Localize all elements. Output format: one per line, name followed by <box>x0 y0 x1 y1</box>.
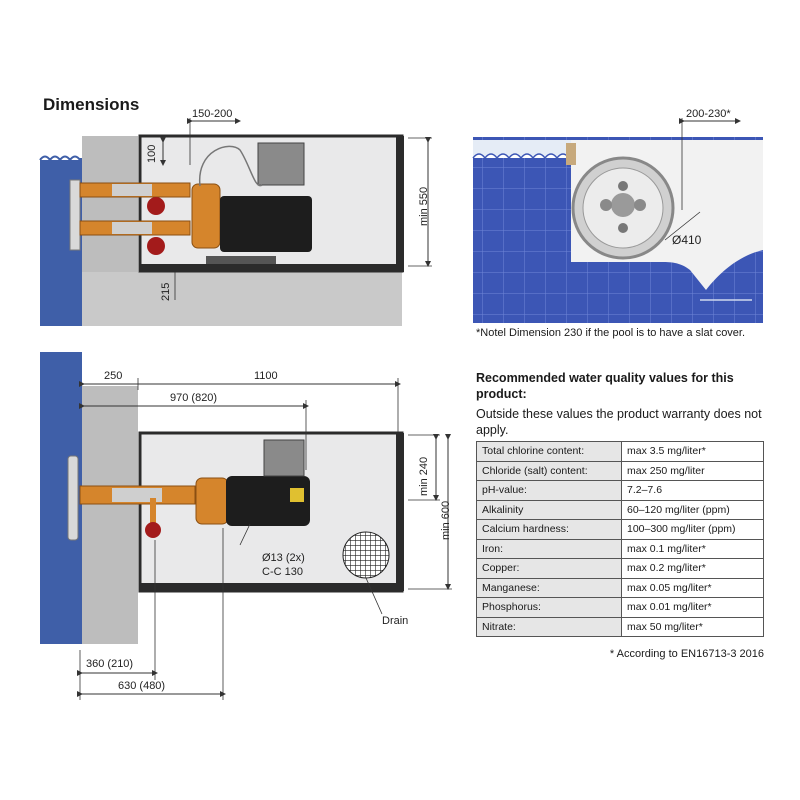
pump-housing <box>192 184 220 248</box>
nozzle-center <box>611 193 635 217</box>
dim-diameter-410: Ø410 <box>672 233 702 247</box>
valve-stem <box>150 498 156 526</box>
water-quality-subheading: Outside these values the product warranty does not apply. <box>476 407 762 437</box>
dim-200-230: 200-230* <box>686 108 731 120</box>
valve-bottom <box>145 522 161 538</box>
dim-cc-130: C-C 130 <box>262 566 303 578</box>
dim-630-480: 630 (480) <box>118 680 166 692</box>
dim-min-600: min 600 <box>440 500 452 540</box>
drain-label: Drain <box>382 615 409 627</box>
param-label: Total chlorine content: <box>477 442 622 462</box>
table-row <box>477 461 764 481</box>
side-bracket <box>566 143 576 165</box>
water-quality-footnote: * According to EN16713-3 2016 <box>609 648 764 660</box>
dim-min-240: min 240 <box>418 456 430 496</box>
valve-lower <box>147 237 165 255</box>
param-value: 60–120 mg/liter (ppm) <box>622 500 764 520</box>
table-row <box>477 539 764 559</box>
param-label: Nitrate: <box>477 617 622 637</box>
param-value: max 3.5 mg/liter* <box>622 442 764 462</box>
dim-150-200: 150-200 <box>192 108 233 120</box>
floor-block <box>82 272 402 326</box>
pool-wall-bottom <box>82 386 138 644</box>
dim-215: 215 <box>160 282 172 301</box>
param-value: 7.2–7.6 <box>622 481 764 501</box>
table-row <box>477 442 764 462</box>
table-row <box>477 481 764 501</box>
table-row <box>477 500 764 520</box>
control-box-bottom <box>264 440 304 476</box>
param-label: Alkalinity <box>477 500 622 520</box>
param-value: max 0.1 mg/liter* <box>622 539 764 559</box>
pump-housing-bottom <box>196 478 228 524</box>
slat-cover-note: *Notel Dimension 230 if the pool is to have a slat cover. <box>476 327 746 339</box>
dim-100: 100 <box>146 144 158 163</box>
valve-upper <box>147 197 165 215</box>
table-row <box>477 559 764 579</box>
pipe-steel-upper <box>112 184 152 196</box>
page-title: Dimensions <box>43 95 140 114</box>
table-row <box>477 598 764 618</box>
dim-250: 250 <box>104 370 123 382</box>
dim-970-820: 970 (820) <box>170 392 218 404</box>
param-label: Chloride (salt) content: <box>477 461 622 481</box>
water-quality-heading: Recommended water quality values for this product: <box>476 371 734 401</box>
bottom-left-top-view <box>40 352 452 700</box>
dim-360-210: 360 (210) <box>86 658 134 670</box>
param-label: Iron: <box>477 539 622 559</box>
box-floor <box>140 264 404 272</box>
param-label: Copper: <box>477 559 622 579</box>
param-value: max 0.05 mg/liter* <box>622 578 764 598</box>
top-left-side-view <box>40 118 432 326</box>
param-label: Manganese: <box>477 578 622 598</box>
control-box <box>258 143 304 185</box>
drain-grate <box>343 532 389 578</box>
param-label: Phosphorus: <box>477 598 622 618</box>
pipe-steel-lower <box>112 222 152 234</box>
param-value: 100–300 mg/liter (ppm) <box>622 520 764 540</box>
param-value: max 50 mg/liter* <box>622 617 764 637</box>
pump-motor <box>220 196 312 252</box>
table-row <box>477 520 764 540</box>
param-value: max 0.01 mg/liter* <box>622 598 764 618</box>
param-value: max 0.2 mg/liter* <box>622 559 764 579</box>
param-label: pH-value: <box>477 481 622 501</box>
box-right-wall <box>396 136 404 271</box>
table-row <box>477 578 764 598</box>
param-label: Calcium hardness: <box>477 520 622 540</box>
nozzle-plate-bottom <box>68 456 78 540</box>
top-right-front-view <box>473 118 763 323</box>
dim-min-550: min 550 <box>418 186 430 226</box>
water-quality-table <box>476 441 764 637</box>
dim-bolts: Ø13 (2x) <box>262 552 305 564</box>
dim-1100: 1100 <box>254 370 278 382</box>
nozzle-plate <box>70 180 80 250</box>
param-value: max 250 mg/liter <box>622 461 764 481</box>
table-row <box>477 617 764 637</box>
pump-base <box>206 256 276 264</box>
